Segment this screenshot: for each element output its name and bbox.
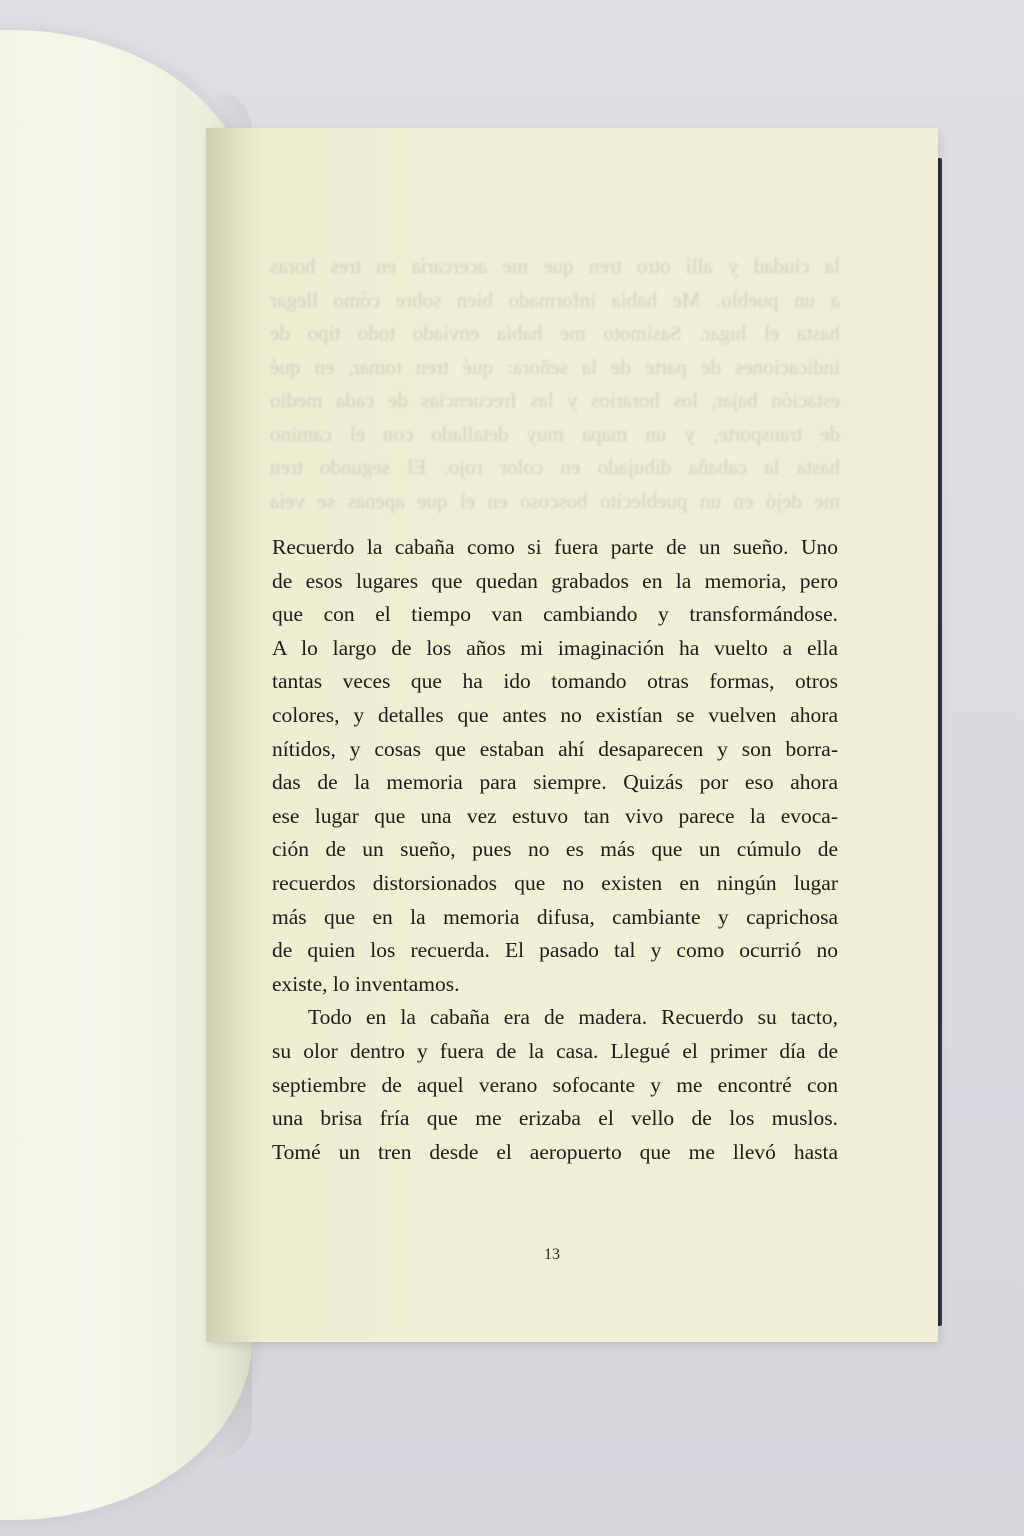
bleed-line: me dejó en un pueblecito boscoso en el que apenas se veía	[270, 488, 840, 513]
text-line: ese lugar que una vez estuvo tan vivo parece la evoca-	[272, 803, 838, 828]
bleed-line: a un pueblo. Me había informado bien sobre cómo llegar	[270, 287, 840, 312]
text-line: Recuerdo la cabaña como si fuera parte de un sueño. Uno	[272, 535, 838, 559]
text-line: tantas veces que ha ido tomando otras formas, otros	[272, 669, 838, 694]
text-line: recuerdos distorsionados que no existen en ningún lugar	[272, 870, 838, 895]
text-line: de esos lugares que quedan grabados en la memoria, pero	[272, 568, 838, 593]
bleed-line: hasta la cabaña dibujado en color rojo. El segundo tren	[270, 455, 840, 479]
text-line: Todo en la cabaña era de madera. Recuerdo su tacto,	[308, 1005, 838, 1030]
bleed-through-text	[270, 250, 840, 518]
paragraph-2	[272, 1001, 838, 1169]
text-line: ción de un sueño, pues no es más que un cúmulo de	[272, 837, 838, 862]
bleed-line: hasta el lugar. Sasimoto me había enviado todo tipo de	[270, 321, 840, 345]
text-line: septiembre de aquel verano sofocante y me encontré con	[272, 1072, 838, 1097]
text-line: nítidos, y cosas que estaban ahí desaparecen y son borra-	[272, 736, 838, 761]
paragraph-1	[272, 531, 838, 1001]
text-line: das de la memoria para siempre. Quizás por eso ahora	[272, 770, 838, 795]
text-line: existe, lo inventamos.	[272, 971, 460, 996]
bleed-line: estación bajar, los horarios y las frecuencias de cada medio	[270, 388, 840, 412]
page-text	[272, 531, 838, 1169]
text-line: que con el tiempo van cambiando y transformándose.	[272, 602, 838, 627]
page-number: 13	[544, 1246, 560, 1263]
text-line: Tomé un tren desde el aeropuerto que me llevó hasta	[272, 1139, 838, 1164]
text-line: colores, y detalles que antes no existían se vuelven ahora	[272, 702, 838, 727]
bleed-line: indicaciones de parte de la señora: qué tren tomar, en qué	[270, 354, 840, 379]
text-line: de quien los recuerda. El pasado tal y como ocurrió no	[272, 938, 838, 963]
text-line: más que en la memoria difusa, cambiante y caprichosa	[272, 904, 838, 929]
bleed-line: la ciudad y allí otro tren que me acercaría en tres horas	[270, 254, 840, 278]
bleed-line: de transporte, y un mapa muy detallado con el camino	[270, 421, 840, 446]
text-line: su olor dentro y fuera de la casa. Llegué el primer día de	[272, 1038, 838, 1063]
text-line: una brisa fría que me erizaba el vello de los muslos.	[272, 1106, 838, 1131]
text-line: A lo largo de los años mi imaginación ha vuelto a ella	[272, 635, 838, 660]
